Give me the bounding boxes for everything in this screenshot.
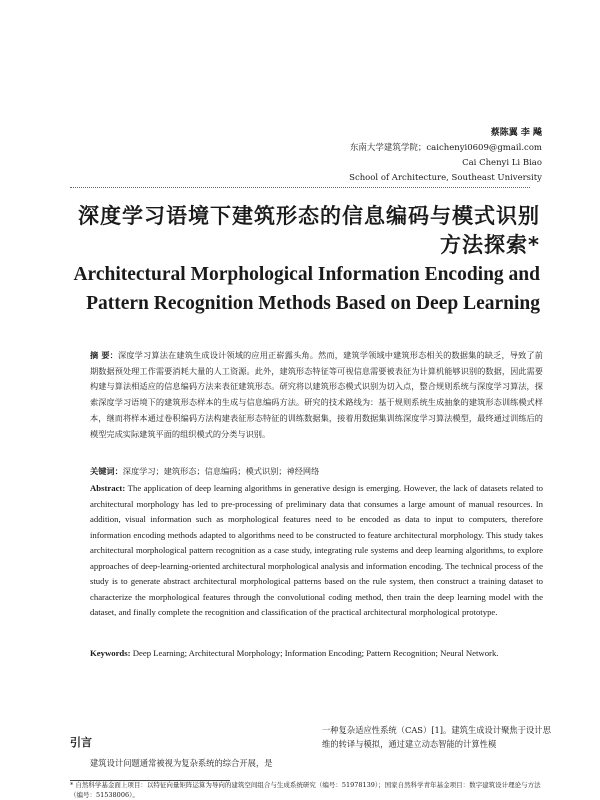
intro-left-column: 建筑设计问题通常被视为复杂系统的综合开展，是 (90, 758, 273, 768)
intro-right-column: 一种复杂适应性系统（CAS）[1]。建筑生成设计聚焦于设计思维的转译与模拟，通过建立动态智能的计算性模 (322, 725, 551, 749)
author-affiliation-en: School of Architecture, Southeast University (349, 173, 542, 183)
abstract-cn-label: 摘 要： (90, 350, 119, 360)
keywords-en-label: Keywords: (90, 648, 131, 658)
title-en: Architectural Morphological Information Encoding and Pattern Recognition Methods Based on Deep Learning (73, 264, 540, 314)
author-affiliation-cn: 东南大学建筑学院；caichenyi0609@gmail.com (349, 143, 542, 153)
keywords-cn (90, 464, 543, 478)
abstract-cn (90, 348, 543, 442)
abstract-en (90, 481, 543, 621)
author-names-cn: 蔡陈翼 李 飚 (490, 128, 542, 138)
keywords-en-text: Deep Learning; Architectural Morphology; Information Encoding; Pattern Recognition; Neural Network. (132, 648, 499, 658)
abstract-cn-text: 深度学习算法在建筑生成设计领域的应用正崭露头角。然而，建筑学领域中建筑形态相关的数据集的缺乏，导致了前期数据预处理工作需要消耗大量的人工资源。此外，建筑形态特征等可视信息需要被表征为计算机能够识别的数据，因此需要构建与算法相适应的信息编码方法来表征建筑形态。研究将以建筑形态模式识别为切入点，整合规则系统与深度学习算法，探索深度学习语境下的建筑形态样本的生成与信息编码方法。研究的技术路线为：基于规则系统生成抽象的建筑形态训练模式样本，继而将样本通过卷积编码方法构建表征形态特征的训练数据集，接着用数据集训练深度学习算法模型，最终通过训练后的模型完成实际建筑平面的组织模式的分类与识别。 (90, 350, 543, 439)
abstract-en-text: The application of deep learning algorithms in generative design is emerging. However, the lack of datasets related to architectural morphology has led to pre-processing of preliminary data that consumes a large amount of manual resources. In addition, visual information such as morphological features need to be encoded as data to input to computers, therefore information encoding methods adapted to algorithms need to be constructed to feature architectural morphology. This study takes architectural morphological pattern recognition as a case study, integrating rule systems and deep learning algorithms, to explore approaches of deep-learning-oriented architectural morphological analysis and information encoding. The technical process of the study is to generate abstract architectural morphological patterns based on the rule system, then construct a training dataset to characterize the morphological features through the convolutional coding method, then train the deep learning model with the dataset, and finally complete the recognition and classification of the practical architectural morphological prototype. (90, 483, 544, 617)
intro-heading: 引言 (70, 736, 92, 749)
keywords-cn-text: 深度学习；建筑形态；信息编码；模式识别；神经网络 (122, 466, 320, 476)
header-divider (70, 187, 530, 188)
author-names-en: Cai Chenyi Li Biao (462, 158, 542, 168)
keywords-en (90, 646, 543, 662)
title-cn: 深度学习语境下建筑形态的信息编码与模式识别方法探索* (78, 204, 540, 257)
author-block (242, 126, 542, 186)
abstract-en-label: Abstract: (90, 483, 126, 493)
keywords-cn-label: 关键词： (90, 466, 123, 476)
footnote: * 自然科学基金面上项目：以特征向量矩阵运算为导向的建筑空间组合与生成系统研究（编号：51978139）；国家自然科学青年基金项目：数字建筑设计理论与方法（编号：51538006）。 (70, 781, 541, 799)
